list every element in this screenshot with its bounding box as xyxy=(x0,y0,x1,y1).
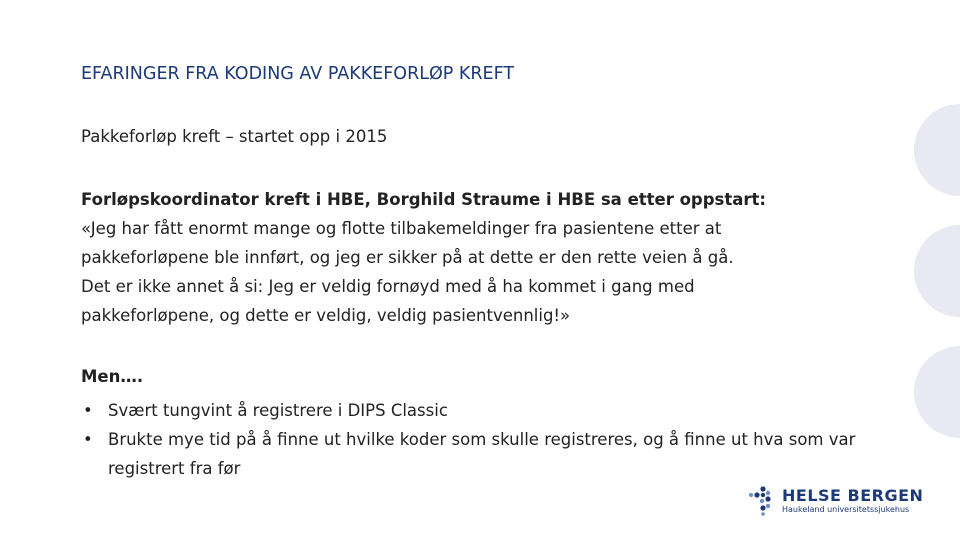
bullet-text: Svært tungvint å registrere i DIPS Classic xyxy=(108,401,448,420)
bullet-list xyxy=(81,396,901,483)
quote-line: «Jeg har fått enormt mange og flotte tilbakemeldinger fra pasientene etter at xyxy=(81,219,722,238)
slide-subtitle: Pakkeforløp kreft – startet opp i 2015 xyxy=(81,127,388,146)
slide-title: EFARINGER FRA KODING AV PAKKEFORLØP KREFT xyxy=(81,64,515,84)
logo-dots-icon xyxy=(748,486,778,516)
bullet-text: Brukte mye tid på å finne ut hvilke koder som skulle registreres, og å finne ut hva som var registrert fra før xyxy=(108,430,856,478)
quote-intro: Forløpskoordinator kreft i HBE, Borghild Straume i HBE sa etter oppstart: xyxy=(81,190,767,209)
men-heading: Men…. xyxy=(81,367,144,386)
quote-line: Det er ikke annet å si: Jeg er veldig fornøyd med å ha kommet i gang med xyxy=(81,277,695,296)
bullet-dot: • xyxy=(83,401,93,420)
decorative-circle xyxy=(914,104,960,196)
logo-tagline: Haukeland universitetssjukehus xyxy=(782,505,910,514)
bullet-item xyxy=(81,396,901,425)
logo-name: HELSE BERGEN xyxy=(782,486,924,505)
bullet-dot: • xyxy=(83,430,93,449)
helse-bergen-logo xyxy=(748,486,924,518)
decorative-circle xyxy=(914,346,960,438)
decorative-circle xyxy=(914,225,960,317)
bullet-item xyxy=(81,425,901,483)
quote-line: pakkeforløpene, og dette er veldig, veldig pasientvennlig!» xyxy=(81,306,571,325)
quote-line: pakkeforløpene ble innført, og jeg er sikker på at dette er den rette veien å gå. xyxy=(81,248,734,267)
quote-block xyxy=(81,185,881,330)
